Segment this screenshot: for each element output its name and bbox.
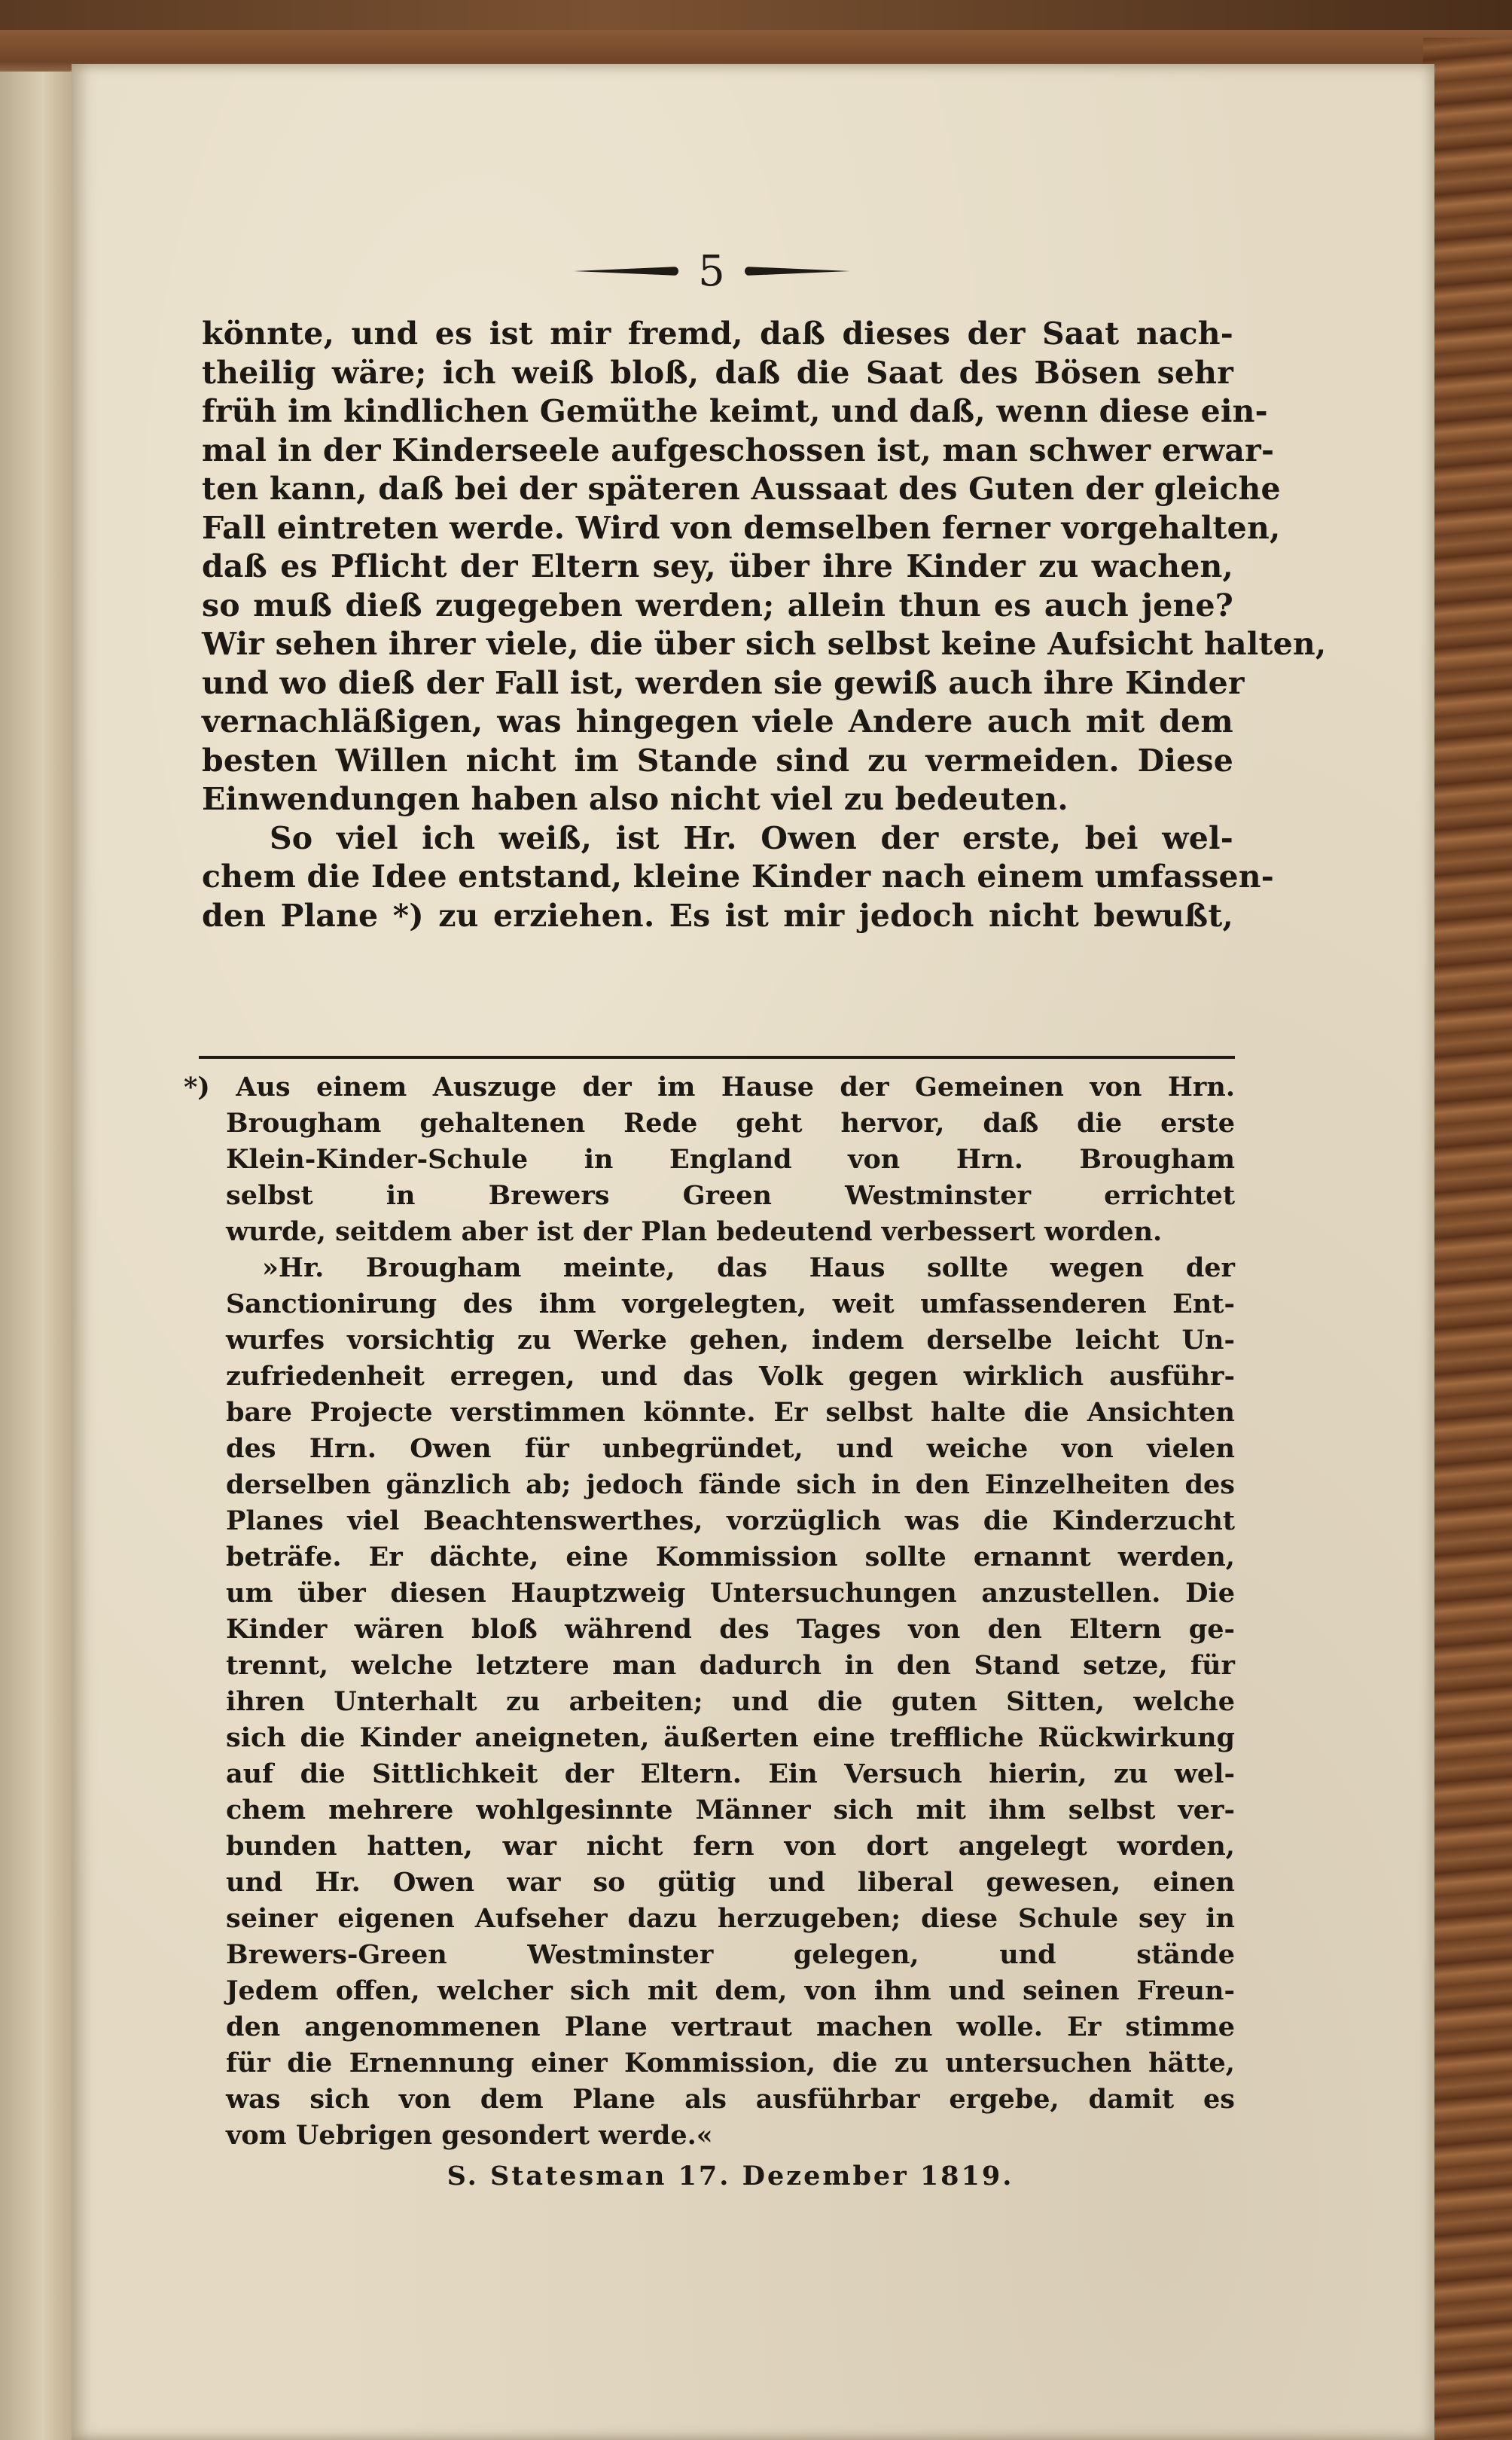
text-line: daß es Pflicht der Eltern sey, über ihre Kinder zu wachen, <box>202 548 1233 584</box>
footnote-line: bare Projecte verstimmen könnte. Er selbst halte die Ansichten <box>226 1397 1235 1428</box>
text-line: ten kann, daß bei der späteren Aussaat des Guten der gleiche <box>202 471 1281 507</box>
text-line: und wo dieß der Fall ist, werden sie gewiß auch ihre Kinder <box>202 664 1245 701</box>
text-line: früh im kindlichen Gemüthe keimt, und daß, wenn diese ein- <box>202 393 1268 429</box>
footnote-line: Klein-Kinder-Schule in England von Hrn. Brougham <box>226 1144 1235 1175</box>
text-line: theilig wäre; ich weiß bloß, daß die Saat des Bösen sehr <box>202 354 1233 391</box>
footnote-line: sich die Kinder aneigneten, äußerten eine treffliche Rückwirkung <box>226 1722 1235 1753</box>
footnote-line: des Hrn. Owen für unbegründet, und weiche von vielen <box>226 1433 1235 1464</box>
footnote-line: wurfes vorsichtig zu Werke gehen, indem derselbe leicht Un- <box>226 1325 1235 1356</box>
footnote-block <box>184 1069 1235 2194</box>
footnote-line: trennt, welche letztere man dadurch in den Stand setze, für <box>226 1650 1235 1681</box>
facing-page-edge <box>0 72 72 2440</box>
footnote-line: chem mehrere wohlgesinnte Männer sich mit ihm selbst ver- <box>226 1795 1235 1825</box>
footnote-line: Planes viel Beachtenswerthes, vorzüglich was die Kinderzucht <box>226 1505 1235 1536</box>
footnote-line: seiner eigenen Aufseher dazu herzugeben; diese Schule sey in <box>226 1903 1235 1934</box>
footnote-line: und Hr. Owen war so gütig und liberal gewesen, einen <box>226 1867 1235 1898</box>
text-line: so muß dieß zugegeben werden; allein thun es auch jene? <box>202 587 1233 624</box>
page-header <box>572 241 851 301</box>
footnote-line: auf die Sittlichkeit der Eltern. Ein Versuch hierin, zu wel- <box>226 1758 1235 1789</box>
footnote-line: derselben gänzlich ab; jedoch fände sich in den Einzelheiten des <box>226 1469 1235 1500</box>
text-line: chem die Idee entstand, kleine Kinder nach einem umfassen- <box>202 859 1275 895</box>
text-line: den Plane *) zu erziehen. Es ist mir jedoch nicht bewußt, <box>202 897 1233 934</box>
text-line: vernachläßigen, was hingegen viele Andere auch mit dem <box>202 703 1233 740</box>
footnote-line: *) Aus einem Auszuge der im Hause der Gemeinen von Hrn. <box>184 1072 1235 1103</box>
footnote-line: ihren Unterhalt zu arbeiten; und die guten Sitten, welche <box>226 1686 1235 1717</box>
footnote-line: Brewers-Green Westminster gelegen, und stände <box>226 1939 1235 1970</box>
footnote-line: Kinder wären bloß während des Tages von den Eltern ge- <box>226 1614 1235 1645</box>
footnote-line: den angenommenen Plane vertraut machen wolle. Er stimme <box>226 2011 1235 2042</box>
footnote-line: für die Ernennung einer Kommission, die zu untersuchen hätte, <box>226 2048 1235 2079</box>
footnote-line: beträfe. Er dächte, eine Kommission sollte ernannt werden, <box>226 1542 1235 1572</box>
footnote-quote-start: »Hr. Brougham meinte, das Haus sollte wegen der <box>262 1252 1235 1283</box>
text-line: Wir sehen ihrer viele, die über sich selbst keine Aufsicht halten, <box>202 626 1327 662</box>
header-ornament-right <box>745 267 850 276</box>
footnote-line: Brougham gehaltenen Rede geht hervor, daß die erste <box>226 1108 1235 1139</box>
footnote-source-citation: S. Statesman 17. Dezember 1819. <box>447 2161 1014 2191</box>
footnote-line: vom Uebrigen gesondert werde.« <box>226 2120 713 2151</box>
text-line: mal in der Kinderseele aufgeschossen ist, man schwer erwar- <box>202 432 1275 468</box>
text-line: Fall eintreten werde. Wird von demselben ferner vorgehalten, <box>202 509 1281 546</box>
footnote-line: was sich von dem Plane als ausführbar ergebe, damit es <box>226 2084 1235 2115</box>
footnote-separator-rule <box>199 1056 1235 1059</box>
book-cover-right-edge <box>1423 38 1512 2440</box>
footnote-line: Sanctionirung des ihm vorgelegten, weit umfassenderen Ent- <box>226 1289 1235 1319</box>
paragraph-start-line: So viel ich weiß, ist Hr. Owen der erste, bei wel- <box>270 819 1233 856</box>
footnote-line: bunden hatten, war nicht fern von dort angelegt worden, <box>226 1831 1235 1862</box>
main-text-block <box>202 315 1327 935</box>
text-line: könnte, und es ist mir fremd, daß dieses der Saat nach- <box>202 316 1233 352</box>
footnote-line: zufriedenheit erregen, und das Volk gegen wirklich ausführ- <box>226 1361 1235 1392</box>
text-line: besten Willen nicht im Stande sind zu vermeiden. Diese <box>202 742 1233 779</box>
text-line: Einwendungen haben also nicht viel zu bedeuten. <box>202 781 1068 817</box>
footnote-line: Jedem offen, welcher sich mit dem, von ihm und seinen Freun- <box>226 1975 1235 2006</box>
footnote-line: um über diesen Hauptzweig Untersuchungen anzustellen. Die <box>226 1578 1235 1609</box>
header-ornament-left <box>573 267 678 276</box>
footnote-line: selbst in Brewers Green Westminster errichtet <box>226 1180 1235 1211</box>
page-number: 5 <box>698 246 725 296</box>
footnote-line: wurde, seitdem aber ist der Plan bedeutend verbessert worden. <box>226 1216 1163 1247</box>
